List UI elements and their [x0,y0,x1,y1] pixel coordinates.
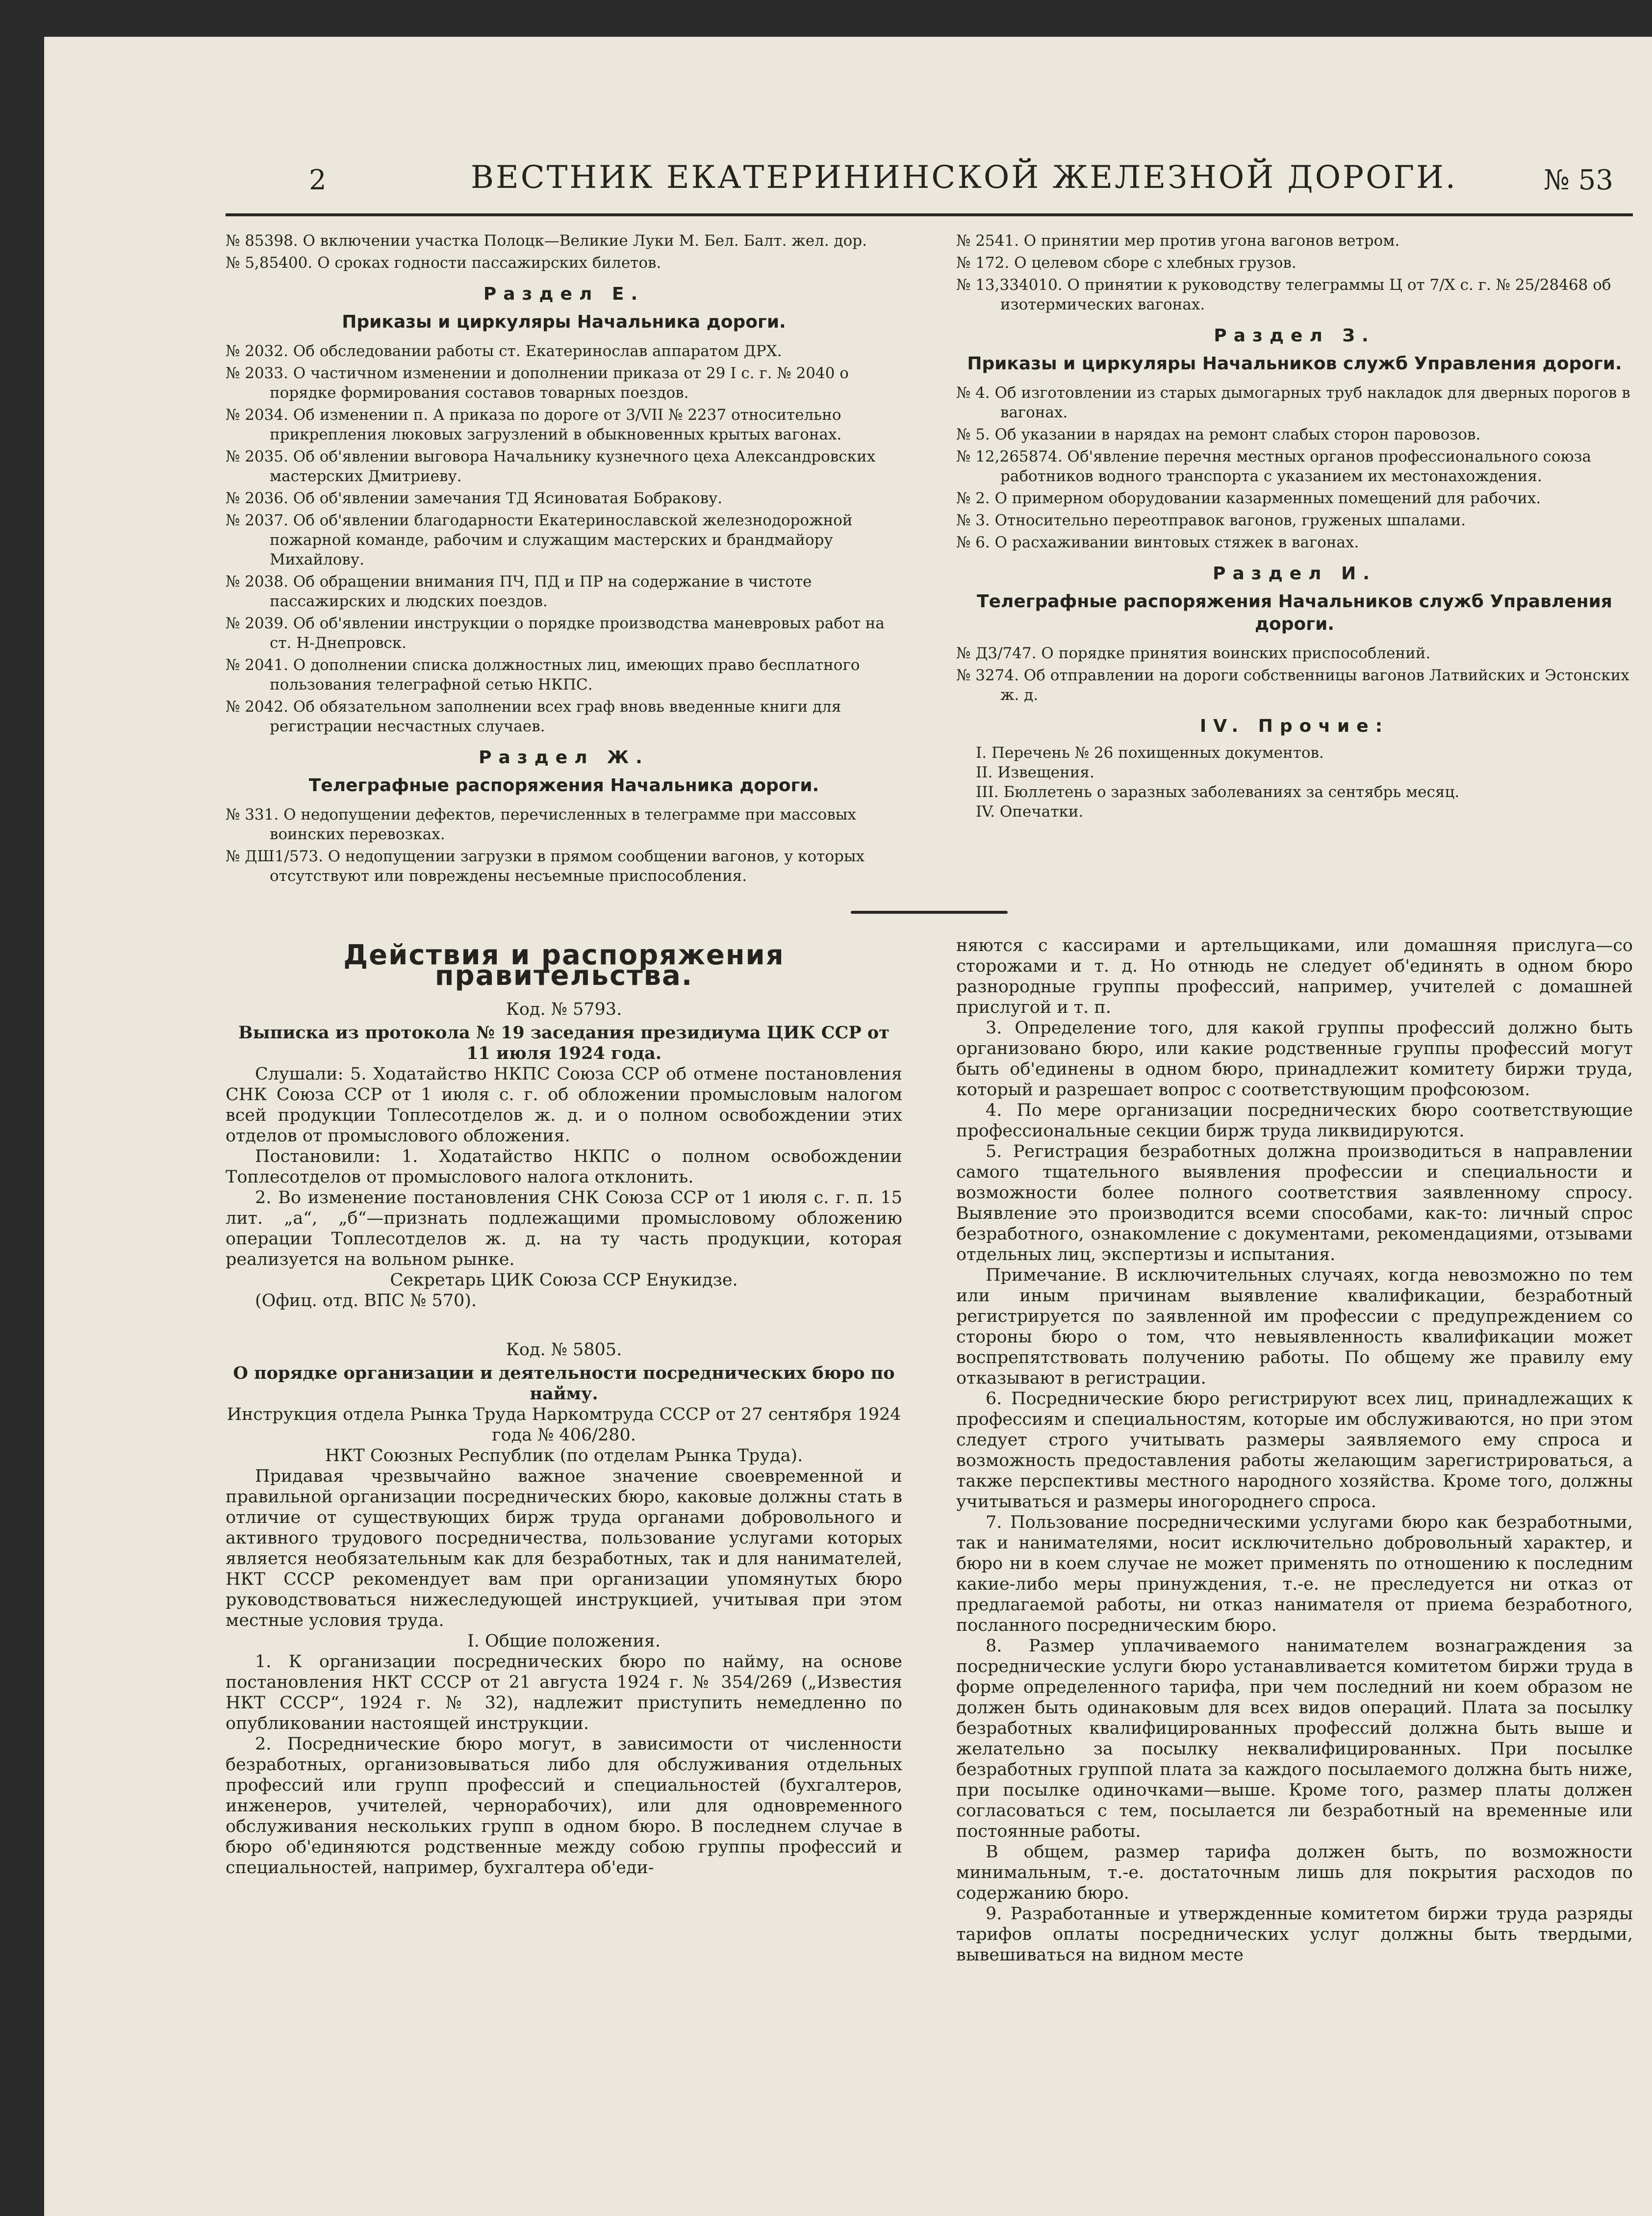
list-item: № 2034. Об изменении п. А приказа по дороге от 3/VII № 2237 относительно прикрепления люковых загрузлений в обыкновенных крытых вагонах. [226,406,842,443]
article-heading: Действия и распоряжения правительства. [343,939,785,992]
list-item: № 2032. Об обследовании работы ст. Екатеринослав аппаратом ДРХ. [226,342,782,360]
list-item: № 3. Относительно переотправок вагонов, груженых шпалами. [956,512,1466,529]
section-heading: Раздел З. [1214,326,1375,346]
list-item: № 5. Об указании в нарядах на ремонт слабых сторон паровозов. [956,426,1481,443]
list-item: № 2. О примерном оборудовании казарменных помещений для рабочих. [956,490,1541,507]
section-divider [851,911,1008,914]
list-item: № 85398. О включении участка Полоцк—Великие Луки М. Бел. Балт. жел. дор. [226,232,867,250]
document-title: О порядке организации и деятельности посреднических бюро по найму. [233,1363,895,1404]
list-item: № 3274. Об отправлении на дороги собственницы вагонов Латвийских и Эстонских ж. д. [956,667,1629,704]
list-item: № 2039. Об об'явлении инструкции о порядке производства маневровых работ на ст. Н-Днепровск. [226,615,885,652]
paragraph: 8. Размер уплачиваемого нанимателем вознаграждения за посреднические услуги бюро устанавливается комитетом биржи труда в форме определенного тарифа, при чем последний ни коем образом не должен быть одинаковым для всех видов операций. Плата за посылку безработных квалифицированных профессий должна быть выше и желательно за посылку неквалифицированных. При посылке безработных группой плата за каждого посылаемого должна быть ниже, при посылке одиночками—выше. Кроме того, размер платы должен согласоваться с тем, посылается ли безработный на временные или постоянные работы. [956,1636,1633,1841]
list-item: II. Извещения. [976,764,1094,781]
list-item: IV. Опечатки. [976,803,1084,821]
section-heading: Раздел И. [1213,564,1376,584]
list-item: № 13,334010. О принятии к руководству телеграммы Ц от 7/X с. г. № 25/28468 об изотермических вагонах. [956,276,1611,313]
paragraph: 3. Определение того, для какой группы профессий должно быть организовано бюро, или какие родственные группы профессий могут быть об'единены в одном бюро, принадлежит комитету биржи труда, который и разрешает вопрос с соответствующим профсоюзом. [956,1018,1633,1100]
source-note: (Офиц. отд. ВПС № 570). [255,1291,477,1311]
list-item: № 331. О недопущении дефектов, перечисленных в телеграмме при массовых воинских перевозках. [226,806,856,843]
paragraph: няются с кассирами и артельщиками, или домашняя прислуга—со сторожами и т. д. Но отнюдь не следует об'единять в одном бюро разнородные группы профессий, например, учителей с домашней прислугой и т. п. [956,936,1633,1017]
list-item: № 12,265874. Об'явление перечня местных органов профессионального союза работников водного транспорта с указанием их местонахождения. [956,448,1592,485]
article-left-column [226,935,902,1965]
article-right-column [956,935,1633,1965]
list-item: № 2035. Об об'явлении выговора Начальнику кузнечного цеха Александровских мастерских Дмитриеву. [226,448,876,485]
list-item: № 2541. О принятии мер против угона вагонов ветром. [956,232,1400,250]
paragraph: 5. Регистрация безработных должна производиться в направлении самого тщательного выявления профессии и специальности и возможности более полного соответствия заявленному спросу. Выявление это производится всеми способами, как-то: личный спрос безработного, ознакомление с документами, рекомендациями, отзывами отдельных лиц, экспертизы и испытания. [956,1142,1633,1264]
list-item: № ДШ1/573. О недопущении загрузки в прямом сообщении вагонов, у которых отсутствуют или повреждены несъемные приспособления. [226,848,864,885]
paragraph: Слушали: 5. Ходатайство НКПС Союза ССР об отмене постановления СНК Союза ССР от 1 июля с. г. об обложении промысловым налогом всей продукции Топлесотделов ж. д. и о полном освобождении этих отделов от промыслового обложения. [226,1064,902,1146]
list-item: № 5,85400. О сроках годности пассажирских билетов. [226,254,661,272]
instruction-line: Инструкция отдела Рынка Труда Наркомтруда СССР от 27 сентября 1924 года № 406/280. [227,1405,901,1445]
paragraph: 7. Пользование посредническими услугами бюро как безработными, так и нанимателями, носит исключительно добровольный характер, и бюро ни в коем случае не может применять по отношению к последним какие-либо меры принуждения, т.-е. не преследуется ни отказ от предлагаемой работы, ни отказ нанимателя от приема безработного, посланного посредническим бюро. [956,1513,1633,1635]
footnote: Примечание. В исключительных случаях, когда невозможно по тем или иным причинам выявление квалификации, безработный регистрируется по заявленной им профессии с предупреждением со стороны бюро о том, что невыявленность квалификации может воспрепятствовать получению работы. По общему же правилу ему отказывают в регистрации. [956,1265,1633,1388]
orders-index [226,231,1633,888]
misc-list [976,743,1633,822]
orders-left-column [226,231,902,888]
issue-number: № 53 [1543,164,1613,196]
section-subheading: Приказы и циркуляры Начальника дороги. [342,312,786,332]
subsection-title: I. Общие положения. [467,1631,661,1651]
list-item: № 2038. Об обращении внимания ПЧ, ПД и ПР на содержание в чистоте пассажирских и людских поездов. [226,573,812,610]
paragraph: 4. По мере организации посреднических бюро соответствующие профессиональные секции бирж труда ликвидируются. [956,1101,1633,1141]
section-subheading: Телеграфные распоряжения Начальников служб Управления дороги. [977,592,1612,634]
list-item: № 2036. Об об'явлении замечания ТД Ясиноватая Бобракову. [226,490,723,507]
signature: Секретарь ЦИК Союза ССР Енукидзе. [390,1270,738,1290]
paragraph: Придавая чрезвычайно важное значение своевременной и правильной организации посреднических бюро, каковые должны стать в отличие от существующих бирж труда органами добровольного и активного трудового посредничества, пользование услугами которых является необязательным как для безработных, так и для нанимателей, НКТ СССР рекомендует вам при организации упомянутых бюро руководствоваться нижеследующей инструкцией, учитывая при этом местные условия труда. [226,1467,902,1630]
page-content [226,135,1633,1965]
list-item: № 172. О целевом сборе с хлебных грузов. [956,254,1296,272]
spacer [226,1311,902,1331]
list-item: № 2042. Об обязательном заполнении всех граф вновь введенные книги для регистрации несчастных случаев. [226,698,841,735]
list-item: № 4. Об изготовлении из старых дымогарных труб накладок для дверных порогов в вагонах. [956,384,1630,421]
paragraph: В общем, размер тарифа должен быть, по возможности минимальным, т.-е. достаточным лишь для покрытия расходов по содержанию бюро. [956,1842,1633,1903]
newspaper-page [44,37,1652,2216]
section-subheading: Приказы и циркуляры Начальников служб Управления дороги. [967,354,1622,374]
section-heading: IV. Прочие: [1199,716,1390,736]
list-item: III. Бюллетень о заразных заболеваниях за сентябрь месяц. [976,783,1460,801]
list-item: № 2041. О дополнении списка должностных лиц, имеющих право бесплатного пользования телеграфной сетью НКПС. [226,656,860,694]
section-heading: Раздел Е. [483,284,645,304]
article-body [226,935,1633,1965]
list-item: № Д3/747. О порядке принятия воинских приспособлений. [956,644,1431,662]
list-item: I. Перечень № 26 похищенных документов. [976,744,1324,762]
section-subheading: Телеграфные распоряжения Начальника дороги. [308,775,819,796]
paragraph: 2. Во изменение постановления СНК Союза ССР от 1 июля с. г. п. 15 лит. „а“, „б“—признать подлежащими промысловому обложению операции Топлесотделов ж. д. на ту часть продукции, которая реализуется на вольном рынке. [226,1188,902,1269]
list-item: № 2033. О частичном изменении и дополнении приказа от 29 I с. г. № 2040 о порядке формирования составов товарных поездов. [226,364,849,402]
orders-right-column [956,231,1633,888]
paragraph: 9. Разработанные и утвержденные комитетом биржи труда разряды тарифов оплаты посреднических услуг должны быть твердыми, вывешиваться на видном месте [956,1904,1633,1965]
page-header [226,135,1633,216]
list-item: № 2037. Об об'явлении благодарности Екатеринославской железнодорожной пожарной команде, рабочим и служащим мастерских и брандмайору Михайлову. [226,512,853,568]
paragraph: 6. Посреднические бюро регистрируют всех лиц, принадлежащих к профессиям и специальностям, которые им обслуживаются, но при этом следует строго учитывать размеры заявляемого ему спроса и возможность предоставления работы желающим зарегистрироваться, а также перспективы местного народного хозяйства. Кроме того, должны учитываться и размеры иногороднего спроса. [956,1389,1633,1512]
section-heading: Раздел Ж. [479,747,649,768]
paragraph: 1. К организации посреднических бюро по найму, на основе постановления НКТ СССР от 21 августа 1924 г. № 354/269 („Известия НКТ СССР“, 1924 г. № 32), надлежит приступить немедленно по опубликовании настоящей инструкции. [226,1652,902,1733]
code-number: Код. № 5805. [506,1340,622,1360]
code-number: Код. № 5793. [506,1000,622,1019]
list-item: № 6. О расхаживании винтовых стяжек в вагонах. [956,534,1359,551]
addressee: НКТ Союзных Республик (по отделам Рынка Труда). [325,1446,803,1466]
newspaper-title: ВЕСТНИК ЕКАТЕРИНИНСКОЙ ЖЕЛЕЗНОЙ ДОРОГИ. [471,159,1458,196]
paragraph: Постановили: 1. Ходатайство НКПС о полном освобождении Топлесотделов от промыслового налога отклонить. [226,1147,902,1187]
document-title: Выписка из протокола № 19 заседания президиума ЦИК ССР от 11 июля 1924 года. [238,1023,890,1063]
page-number: 2 [309,164,327,196]
paragraph: 2. Посреднические бюро могут, в зависимости от численности безработных, организовываться либо для обслуживания отдельных профессий или групп профессий и специальностей (бухгалтеров, инженеров, учителей, чернорабочих), или для одновременного обслуживания нескольких групп в одном бюро. В последнем случае в бюро об'единяются родственные между собою группы профессий и специальностей, например, бухгалтера об'еди- [226,1734,902,1878]
